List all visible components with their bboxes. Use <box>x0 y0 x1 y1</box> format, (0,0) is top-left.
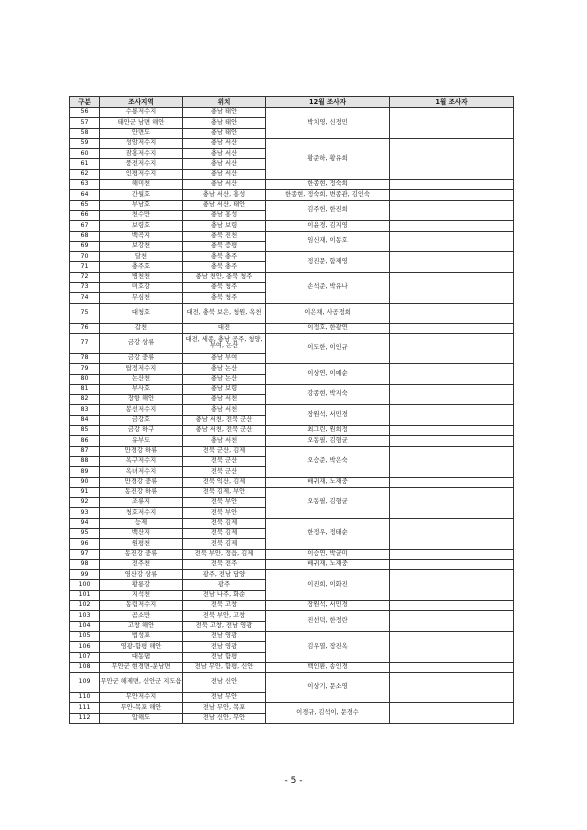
location: 충남 서산 <box>183 159 266 169</box>
survey-area: 유부도 <box>100 436 183 446</box>
location: 전남 무안, 목포 <box>183 703 266 713</box>
row-number: 61 <box>70 159 100 169</box>
location: 대전, 충북 보은, 청원, 옥천 <box>183 303 266 323</box>
january-surveyor <box>390 252 514 273</box>
table-row <box>70 549 514 559</box>
january-surveyor <box>390 446 514 477</box>
location: 충남 서천, 전북 군산 <box>183 415 266 425</box>
row-number: 79 <box>70 364 100 374</box>
location: 전남 신안, 무안 <box>183 713 266 723</box>
location: 전북 김제 <box>183 518 266 528</box>
december-surveyor: 최그린, 원희정 <box>266 426 390 436</box>
survey-area: 탑정저수지 <box>100 364 183 374</box>
row-number: 107 <box>70 652 100 662</box>
january-surveyor <box>390 405 514 426</box>
row-number: 71 <box>70 262 100 272</box>
location: 충북 충주 <box>183 252 266 262</box>
december-surveyor: 한정우, 정태순 <box>266 518 390 549</box>
location: 전북 익산, 김제 <box>183 477 266 487</box>
table-row <box>70 190 514 200</box>
survey-area: 옥녀저수지 <box>100 467 183 477</box>
location: 충남 논산 <box>183 364 266 374</box>
row-number: 89 <box>70 467 100 477</box>
december-surveyor: 김우열, 장진옥 <box>266 631 390 662</box>
survey-area: 영산강 상류 <box>100 570 183 580</box>
row-number: 73 <box>70 283 100 293</box>
row-number: 99 <box>70 570 100 580</box>
january-surveyor <box>390 426 514 436</box>
december-surveyor: 백인환, 송인경 <box>266 662 390 672</box>
location: 충남 부여 <box>183 353 266 363</box>
location: 충남 태안 <box>183 108 266 118</box>
location: 충남 서산, 홍성 <box>183 190 266 200</box>
location: 광주 <box>183 580 266 590</box>
december-surveyor: 김주헌, 한진희 <box>266 200 390 221</box>
survey-table <box>69 96 514 724</box>
row-number: 68 <box>70 231 100 241</box>
location: 충남 서산 <box>183 149 266 159</box>
table-row <box>70 180 514 190</box>
row-number: 85 <box>70 426 100 436</box>
january-surveyor <box>390 518 514 549</box>
location: 전북 군산 <box>183 456 266 466</box>
december-surveyor: 이승연, 박균미 <box>266 549 390 559</box>
location: 충북 청주 <box>183 283 266 293</box>
location: 충북 청주 <box>183 293 266 303</box>
january-surveyor <box>390 180 514 190</box>
row-number: 86 <box>70 436 100 446</box>
row-number: 63 <box>70 180 100 190</box>
location: 충남 천안, 충북 청주 <box>183 272 266 282</box>
location: 충남 논산 <box>183 374 266 384</box>
january-surveyor <box>390 190 514 200</box>
header-survey-area: 조사지역 <box>100 97 183 108</box>
table-row <box>70 221 514 231</box>
january-surveyor <box>390 662 514 672</box>
location: 충남 서산, 태안 <box>183 200 266 210</box>
row-number: 101 <box>70 590 100 600</box>
location: 충남 서천 <box>183 395 266 405</box>
table-row <box>70 303 514 323</box>
december-surveyor: 장원석, 서민경 <box>266 601 390 611</box>
location: 전남 나주, 화순 <box>183 590 266 600</box>
table-row <box>70 252 514 262</box>
row-number: 104 <box>70 621 100 631</box>
location: 전남 무안, 함평, 신안 <box>183 662 266 672</box>
row-number: 87 <box>70 446 100 456</box>
row-number: 72 <box>70 272 100 282</box>
december-surveyor: 한종현, 정숙희 <box>266 180 390 190</box>
location: 충남 서산 <box>183 138 266 148</box>
survey-area: 인평저수지 <box>100 169 183 179</box>
survey-area: 법성포 <box>100 631 183 641</box>
survey-area: 무안군 현경면-운남면 <box>100 662 183 672</box>
location: 전북 부안, 정읍, 김제 <box>183 549 266 559</box>
december-surveyor: 손석준, 박유나 <box>266 272 390 303</box>
survey-area: 금강 상류 <box>100 333 183 353</box>
row-number: 64 <box>70 190 100 200</box>
survey-area: 무안저수지 <box>100 693 183 703</box>
row-number: 91 <box>70 487 100 497</box>
table-row <box>70 518 514 528</box>
december-surveyor: 임신재, 이동호 <box>266 231 390 252</box>
location: 전남 함평 <box>183 652 266 662</box>
december-surveyor: 진선덕, 한정란 <box>266 611 390 632</box>
december-surveyor: 정진문, 함제영 <box>266 252 390 273</box>
table-body <box>70 108 514 724</box>
table-header-row <box>70 97 514 108</box>
row-number: 70 <box>70 252 100 262</box>
survey-area: 영광-함평 해안 <box>100 642 183 652</box>
table-row <box>70 436 514 446</box>
location: 전북 군산 <box>183 467 266 477</box>
table-row <box>70 446 514 456</box>
survey-area: 안면도 <box>100 128 183 138</box>
location: 충남 홍성 <box>183 210 266 220</box>
january-surveyor <box>390 549 514 559</box>
december-surveyor: 오동필, 김형균 <box>266 436 390 446</box>
row-number: 75 <box>70 303 100 323</box>
survey-area: 전주천 <box>100 559 183 569</box>
survey-area: 고창 해안 <box>100 621 183 631</box>
location: 충남 태안 <box>183 128 266 138</box>
row-number: 111 <box>70 703 100 713</box>
survey-area: 달천 <box>100 252 183 262</box>
table-row <box>70 108 514 118</box>
january-surveyor <box>390 138 514 179</box>
location: 충남 태안 <box>183 118 266 128</box>
row-number: 67 <box>70 221 100 231</box>
row-number: 81 <box>70 384 100 394</box>
survey-area: 원평천 <box>100 539 183 549</box>
row-number: 92 <box>70 498 100 508</box>
survey-area: 무안-목포 해안 <box>100 703 183 713</box>
page-number: - 5 - <box>284 776 303 786</box>
january-surveyor <box>390 570 514 601</box>
survey-area: 만경강 하류 <box>100 446 183 456</box>
table-row <box>70 570 514 580</box>
survey-area: 대동댐 <box>100 652 183 662</box>
row-number: 103 <box>70 611 100 621</box>
row-number: 88 <box>70 456 100 466</box>
december-surveyor: 장원석, 서민경 <box>266 405 390 426</box>
december-surveyor: 한종현, 정숙희, 변종관, 김인숙 <box>266 190 390 200</box>
location: 충남 서천, 전북 군산 <box>183 426 266 436</box>
december-surveyor: 강종현, 박지숙 <box>266 384 390 405</box>
january-surveyor <box>390 477 514 487</box>
survey-area: 만경강 중류 <box>100 477 183 487</box>
january-surveyor <box>390 703 514 724</box>
table-row <box>70 673 514 693</box>
table-row <box>70 138 514 148</box>
row-number: 84 <box>70 415 100 425</box>
row-number: 66 <box>70 210 100 220</box>
survey-area: 옥구저수지 <box>100 456 183 466</box>
location: 충남 서천 <box>183 405 266 415</box>
table-row <box>70 601 514 611</box>
row-number: 98 <box>70 559 100 569</box>
december-surveyor: 배귀재, 노재중 <box>266 559 390 569</box>
survey-area: 천수만 <box>100 210 183 220</box>
table-row <box>70 405 514 415</box>
location: 충남 서산 <box>183 169 266 179</box>
row-number: 58 <box>70 128 100 138</box>
row-number: 90 <box>70 477 100 487</box>
december-surveyor: 이상기, 문소영 <box>266 673 390 703</box>
january-surveyor <box>390 323 514 333</box>
january-surveyor <box>390 611 514 632</box>
table-row <box>70 703 514 713</box>
row-number: 76 <box>70 323 100 333</box>
location: 광주, 전남 담양 <box>183 570 266 580</box>
survey-area: 조류지 <box>100 498 183 508</box>
table-row <box>70 384 514 394</box>
row-number: 60 <box>70 149 100 159</box>
survey-area: 동림저수지 <box>100 601 183 611</box>
survey-area: 부사호 <box>100 384 183 394</box>
december-surveyor: 이진희, 이화진 <box>266 570 390 601</box>
location: 전북 김제 <box>183 528 266 538</box>
december-surveyor: 이윤경, 김지영 <box>266 221 390 231</box>
table-row <box>70 477 514 487</box>
january-surveyor <box>390 559 514 569</box>
table-row <box>70 323 514 333</box>
january-surveyor <box>390 200 514 221</box>
row-number: 69 <box>70 241 100 251</box>
header-december-surveyor: 12월 조사자 <box>266 97 390 108</box>
location: 전북 김제, 부안 <box>183 487 266 497</box>
table-row <box>70 426 514 436</box>
table-row <box>70 662 514 672</box>
survey-area: 백산지 <box>100 528 183 538</box>
survey-area: 풍전저수지 <box>100 159 183 169</box>
row-number: 78 <box>70 353 100 363</box>
january-surveyor <box>390 601 514 611</box>
survey-area: 동진강 하류 <box>100 487 183 497</box>
row-number: 65 <box>70 200 100 210</box>
location: 충북 충주 <box>183 262 266 272</box>
survey-area: 태안군 남면 해안 <box>100 118 183 128</box>
row-number: 82 <box>70 395 100 405</box>
row-number: 59 <box>70 138 100 148</box>
row-number: 57 <box>70 118 100 128</box>
location: 충남 보령 <box>183 384 266 394</box>
survey-area: 병천천 <box>100 272 183 282</box>
location: 충남 보령 <box>183 221 266 231</box>
survey-area: 금강 하구 <box>100 426 183 436</box>
survey-area: 충주호 <box>100 262 183 272</box>
header-number: 구분 <box>70 97 100 108</box>
survey-area: 장항 해안 <box>100 395 183 405</box>
survey-area: 곰소만 <box>100 611 183 621</box>
survey-area: 잠홍저수지 <box>100 149 183 159</box>
january-surveyor <box>390 221 514 231</box>
survey-area: 무심천 <box>100 293 183 303</box>
survey-area: 지석천 <box>100 590 183 600</box>
row-number: 106 <box>70 642 100 652</box>
location: 대전 <box>183 323 266 333</box>
table-row <box>70 559 514 569</box>
survey-area: 보령호 <box>100 221 183 231</box>
location: 전남 영광 <box>183 642 266 652</box>
header-location: 위치 <box>183 97 266 108</box>
location: 전남 영광 <box>183 631 266 641</box>
survey-area: 청호저수지 <box>100 508 183 518</box>
january-surveyor <box>390 231 514 252</box>
december-surveyor: 황준하, 황유희 <box>266 138 390 179</box>
survey-area: 대청호 <box>100 303 183 323</box>
december-surveyor: 이정호, 한광연 <box>266 323 390 333</box>
december-surveyor: 오동필, 김형균 <box>266 487 390 518</box>
survey-area: 보강천 <box>100 241 183 251</box>
table-row <box>70 487 514 497</box>
table-row <box>70 231 514 241</box>
january-surveyor <box>390 487 514 518</box>
location: 전북 고창 <box>183 601 266 611</box>
location: 충북 진천 <box>183 231 266 241</box>
row-number: 74 <box>70 293 100 303</box>
december-surveyor: 이상연, 이예순 <box>266 364 390 385</box>
december-surveyor: 박치영, 신정민 <box>266 108 390 139</box>
location: 전북 부안, 고창 <box>183 611 266 621</box>
table-row <box>70 611 514 621</box>
survey-area: 황룡강 <box>100 580 183 590</box>
table-row <box>70 364 514 374</box>
january-surveyor <box>390 108 514 139</box>
survey-area: 금강 중류 <box>100 353 183 363</box>
row-number: 83 <box>70 405 100 415</box>
december-surveyor: 오승준, 박은숙 <box>266 446 390 477</box>
location: 전북 부안 <box>183 498 266 508</box>
survey-area: 성암저수지 <box>100 138 183 148</box>
row-number: 94 <box>70 518 100 528</box>
location: 전남 신안 <box>183 673 266 693</box>
december-surveyor: 이은채, 사공정희 <box>266 303 390 323</box>
survey-area: 봉선저수지 <box>100 405 183 415</box>
january-surveyor <box>390 384 514 405</box>
row-number: 77 <box>70 333 100 353</box>
january-surveyor <box>390 333 514 363</box>
location: 전북 군산, 김제 <box>183 446 266 456</box>
row-number: 80 <box>70 374 100 384</box>
survey-area: 능제 <box>100 518 183 528</box>
survey-area: 해미천 <box>100 180 183 190</box>
row-number: 109 <box>70 673 100 693</box>
location: 충북 증평 <box>183 241 266 251</box>
row-number: 95 <box>70 528 100 538</box>
location: 대전, 세종, 충남 공주, 청양, 부여, 논산 <box>183 333 266 353</box>
january-surveyor <box>390 436 514 446</box>
location: 전북 부안 <box>183 508 266 518</box>
january-surveyor <box>390 673 514 703</box>
january-surveyor <box>390 364 514 385</box>
table-row <box>70 333 514 353</box>
row-number: 110 <box>70 693 100 703</box>
survey-area: 금강호 <box>100 415 183 425</box>
row-number: 108 <box>70 662 100 672</box>
january-surveyor <box>390 303 514 323</box>
row-number: 102 <box>70 601 100 611</box>
survey-area: 압해도 <box>100 713 183 723</box>
december-surveyor: 이경규, 김석이, 문경수 <box>266 703 390 724</box>
location: 전남 무안 <box>183 693 266 703</box>
row-number: 62 <box>70 169 100 179</box>
row-number: 112 <box>70 713 100 723</box>
location: 충남 서산 <box>183 180 266 190</box>
table-row <box>70 200 514 210</box>
december-surveyor: 배귀재, 노재중 <box>266 477 390 487</box>
survey-area: 무안군 해제면, 신안군 지도읍 <box>100 673 183 693</box>
row-number: 96 <box>70 539 100 549</box>
survey-area: 논산천 <box>100 374 183 384</box>
survey-area: 갑천 <box>100 323 183 333</box>
row-number: 93 <box>70 508 100 518</box>
location: 전북 김제 <box>183 539 266 549</box>
survey-area: 미호강 <box>100 283 183 293</box>
location: 충남 서천 <box>183 436 266 446</box>
survey-area: 동진강 중류 <box>100 549 183 559</box>
location: 전북 전주 <box>183 559 266 569</box>
row-number: 105 <box>70 631 100 641</box>
january-surveyor <box>390 631 514 662</box>
january-surveyor <box>390 272 514 303</box>
row-number: 56 <box>70 108 100 118</box>
location: 전북 고창, 전남 영광 <box>183 621 266 631</box>
row-number: 100 <box>70 580 100 590</box>
december-surveyor: 이도한, 이인규 <box>266 333 390 363</box>
header-january-surveyor: 1월 조사자 <box>390 97 514 108</box>
survey-area: 수룡저수지 <box>100 108 183 118</box>
table-row <box>70 272 514 282</box>
survey-area: 간월호 <box>100 190 183 200</box>
survey-area: 백곡지 <box>100 231 183 241</box>
row-number: 97 <box>70 549 100 559</box>
table-row <box>70 631 514 641</box>
survey-area: 부남호 <box>100 200 183 210</box>
